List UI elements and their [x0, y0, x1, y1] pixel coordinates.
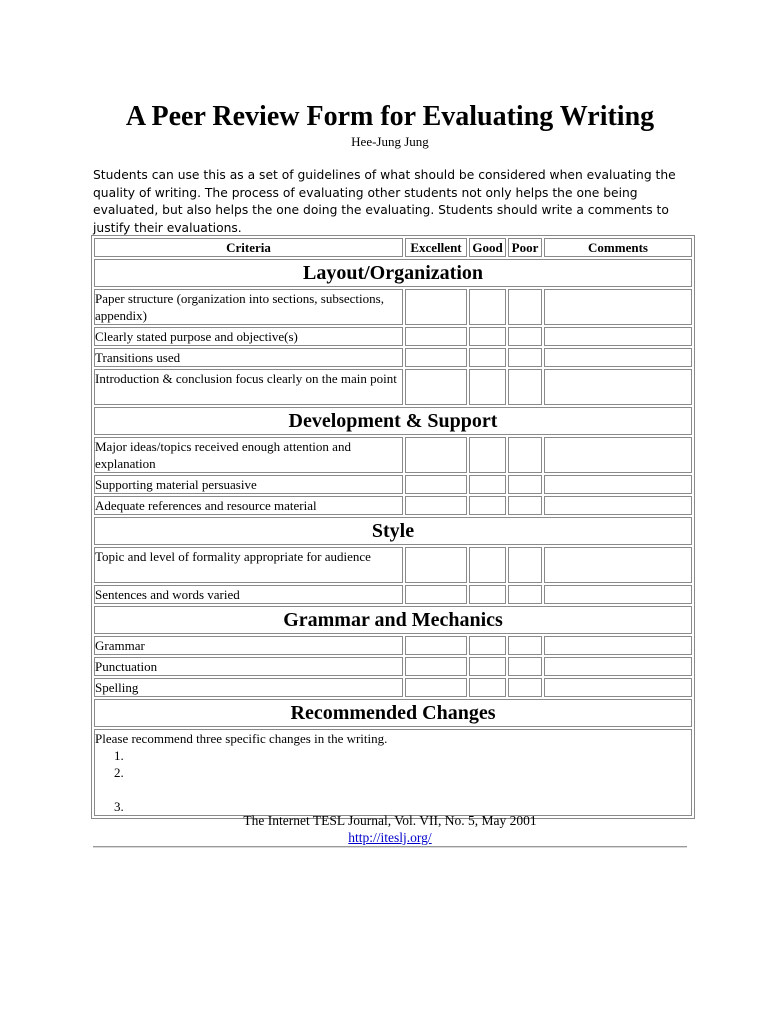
- header-comments: Comments: [544, 238, 692, 257]
- criteria-label: Adequate references and resource material: [94, 496, 403, 515]
- comments-cell[interactable]: [544, 327, 692, 346]
- criteria-label: Spelling: [94, 678, 403, 697]
- table-body: [94, 259, 692, 697]
- excellent-cell[interactable]: [405, 496, 467, 515]
- peer-review-table: [91, 235, 695, 819]
- criteria-label: Major ideas/topics received enough attention and explanation: [94, 437, 403, 473]
- footer: [93, 812, 687, 846]
- good-cell[interactable]: [469, 585, 506, 604]
- recommended-item[interactable]: [127, 747, 691, 764]
- intro-paragraph: Students can use this as a set of guidelines of what should be considered when evaluating the quality of writing. The process of evaluating other students not only helps the one being evaluated, but also helps the one doing the evaluating. Students should write a comments to justify their evaluations.: [93, 168, 676, 235]
- excellent-cell[interactable]: [405, 636, 467, 655]
- section-header-row: [94, 606, 692, 634]
- comments-cell[interactable]: [544, 348, 692, 367]
- good-cell[interactable]: [469, 496, 506, 515]
- criteria-label: Paper structure (organization into sections, subsections, appendix): [94, 289, 403, 325]
- footer-link[interactable]: http://iteslj.org/: [348, 830, 432, 845]
- poor-cell[interactable]: [508, 636, 542, 655]
- excellent-cell[interactable]: [405, 327, 467, 346]
- criteria-label: Topic and level of formality appropriate for audience: [94, 547, 403, 583]
- comments-cell[interactable]: [544, 585, 692, 604]
- excellent-cell[interactable]: [405, 475, 467, 494]
- section-title-layout-organization: Layout/Organization: [94, 259, 692, 287]
- criteria-row: [94, 678, 692, 697]
- good-cell[interactable]: [469, 437, 506, 473]
- header-excellent: Excellent: [405, 238, 467, 257]
- criteria-row: [94, 437, 692, 473]
- poor-cell[interactable]: [508, 547, 542, 583]
- section-header-row: [94, 259, 692, 287]
- excellent-cell[interactable]: [405, 437, 467, 473]
- section-title-grammar-and-mechanics: Grammar and Mechanics: [94, 606, 692, 634]
- poor-cell[interactable]: [508, 327, 542, 346]
- footer-citation: The Internet TESL Journal, Vol. VII, No. 5, May 2001: [243, 813, 537, 828]
- excellent-cell[interactable]: [405, 547, 467, 583]
- recommended-instruction: Please recommend three specific changes in the writing.: [95, 731, 388, 746]
- excellent-cell[interactable]: [405, 369, 467, 405]
- recommended-item[interactable]: [127, 764, 691, 781]
- section-header-row: [94, 517, 692, 545]
- header-poor: Poor: [508, 238, 542, 257]
- poor-cell[interactable]: [508, 657, 542, 676]
- author-name: Hee-Jung Jung: [351, 134, 429, 149]
- section-title-recommended-changes: Recommended Changes: [94, 699, 692, 727]
- good-cell[interactable]: [469, 348, 506, 367]
- footer-divider: [93, 846, 687, 848]
- criteria-row: [94, 585, 692, 604]
- criteria-label: Clearly stated purpose and objective(s): [94, 327, 403, 346]
- criteria-row: [94, 327, 692, 346]
- criteria-row: [94, 289, 692, 325]
- section-header-row: [94, 699, 692, 727]
- recommended-list: [95, 747, 691, 815]
- recommended-changes-row: [94, 729, 692, 816]
- poor-cell[interactable]: [508, 585, 542, 604]
- criteria-row: [94, 547, 692, 583]
- poor-cell[interactable]: [508, 496, 542, 515]
- criteria-label: Introduction & conclusion focus clearly on the main point: [94, 369, 403, 405]
- comments-cell[interactable]: [544, 496, 692, 515]
- comments-cell[interactable]: [544, 678, 692, 697]
- table-header-row: [94, 238, 692, 257]
- poor-cell[interactable]: [508, 348, 542, 367]
- header-criteria: Criteria: [94, 238, 403, 257]
- criteria-row: [94, 657, 692, 676]
- excellent-cell[interactable]: [405, 585, 467, 604]
- good-cell[interactable]: [469, 327, 506, 346]
- criteria-label: Supporting material persuasive: [94, 475, 403, 494]
- good-cell[interactable]: [469, 657, 506, 676]
- good-cell[interactable]: [469, 547, 506, 583]
- criteria-label: Grammar: [94, 636, 403, 655]
- criteria-label: Punctuation: [94, 657, 403, 676]
- comments-cell[interactable]: [544, 437, 692, 473]
- comments-cell[interactable]: [544, 289, 692, 325]
- criteria-row: [94, 369, 692, 405]
- criteria-row: [94, 348, 692, 367]
- section-title-development-support: Development & Support: [94, 407, 692, 435]
- good-cell[interactable]: [469, 475, 506, 494]
- excellent-cell[interactable]: [405, 657, 467, 676]
- comments-cell[interactable]: [544, 369, 692, 405]
- poor-cell[interactable]: [508, 289, 542, 325]
- comments-cell[interactable]: [544, 547, 692, 583]
- comments-cell[interactable]: [544, 636, 692, 655]
- section-title-style: Style: [94, 517, 692, 545]
- good-cell[interactable]: [469, 678, 506, 697]
- good-cell[interactable]: [469, 289, 506, 325]
- header-good: Good: [469, 238, 506, 257]
- comments-cell[interactable]: [544, 475, 692, 494]
- excellent-cell[interactable]: [405, 678, 467, 697]
- section-header-row: [94, 407, 692, 435]
- comments-cell[interactable]: [544, 657, 692, 676]
- criteria-label: Sentences and words varied: [94, 585, 403, 604]
- poor-cell[interactable]: [508, 369, 542, 405]
- poor-cell[interactable]: [508, 678, 542, 697]
- page-title: A Peer Review Form for Evaluating Writing: [125, 101, 655, 132]
- poor-cell[interactable]: [508, 437, 542, 473]
- excellent-cell[interactable]: [405, 348, 467, 367]
- good-cell[interactable]: [469, 369, 506, 405]
- excellent-cell[interactable]: [405, 289, 467, 325]
- criteria-label: Transitions used: [94, 348, 403, 367]
- criteria-row: [94, 475, 692, 494]
- poor-cell[interactable]: [508, 475, 542, 494]
- criteria-row: [94, 496, 692, 515]
- recommended-changes-cell[interactable]: [94, 729, 692, 816]
- criteria-row: [94, 636, 692, 655]
- good-cell[interactable]: [469, 636, 506, 655]
